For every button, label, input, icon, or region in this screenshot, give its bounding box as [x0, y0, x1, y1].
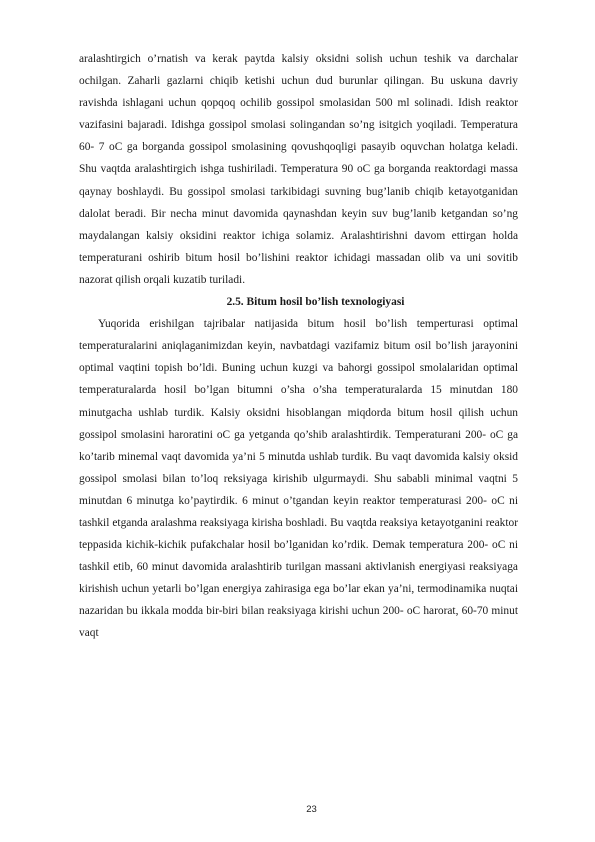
paragraph-continued: aralashtirgich o’rnatish va kerak paytda kalsiy oksidni solish uchun teshik va darchalar ochilgan. Zaharli gazlarni chiqib ketishi uchun dud burunlar qilingan. Bu uskuna davriy ravishda ishlagani uchun qopqoq ochilib gossipol smolasidan 500 ml solinadi. Idish reaktor vazifasini bajaradi. Idishga gossipol smolasi solingandan so’ng isitgich yoqiladi. Temperatura 60- 7 oC ga borganda gossipol smolasining qovushqoqligi pasayib oquvchan holatga keladi. Shu vaqtda aralashtirgich ishga tushiriladi. Temperatura 90 oC ga borganda reaktordagi massa qaynay boshlaydi. Bu gossipol smolasi tarkibidagi suvning bug’lanib chiqib ketayotganidan dalolat beradi. Bir necha minut davomida qaynashdan keyin suv bug’lanib ketgandan so’ng maydalangan kalsiy oksidini reaktor ichiga solamiz. Aralashtirishni davom ettirgan holda temperaturani oshirib bitum hosil bo’lishini reaktor ichidagi massadan olib va uni sovitib nazorat qilish orqali kuzatib turiladi.: [79, 53, 518, 286]
paragraph-bitum-technology: Yuqorida erishilgan tajribalar natijasida bitum hosil bo’lish temperturasi optimal temperaturalarini aniqlaganimizdan keyin, navbatdagi vazifamiz bitum osil bo’lish jarayonini optimal vaqtini topish bo’ldi. Buning uchun kuzgi va bahorgi gossipol smolalaridan optimal temperaturalarda hosil bo’lgan bitumni o’sha o’sha temperaturalarda 15 minutdan 180 minutgacha ushlab turdik. Kalsiy oksidni hisoblangan miqdorda bitum hosil qilish uchun gossipol smolasini haroratini oC ga yetganda qo’shib aralashtirdik. Temperaturani 200- oC ga ko’tarib minemal vaqt davomida ya’ni 5 minutda ushlab turdik. Bu vaqt davomida kalsiy oksid gossipol smolasi bilan to’loq reksiyaga kirishib ulgurmaydi. Shu sababli minimal vaqtni 5 minutdan 6 minutga ko’paytirdik. 6 minut o’tgandan keyin reaktor temperaturasi 200- oC ni tashkil etganda aralashma reaksiyaga kirisha boshladi. Bu vaqtda reaksiya ketayotganini reaktor teppasida kichik-kichik pufakchalar hosil bo’lganidan ko’rdik. Demak temperatura 200- oC ni tashkil etib, 60 minut davomida aralashtirib turilgan massani aktivlanish energiyasi reaksiyaga kirishish uchun yetarli bo’lgan energiya zahirasiga ega bo’lar ekan ya’ni, termodinamika nuqtai nazaridan bu ikkala modda bir-biri bilan reaksiyaga kirishi uchun 200- oC harorat, 60-70 minut vaqt: [79, 318, 518, 640]
section-heading: 2.5. Bitum hosil bo’lish texnologiyasi: [226, 296, 405, 309]
page-number: 23: [306, 804, 317, 815]
body-text: [79, 48, 518, 645]
